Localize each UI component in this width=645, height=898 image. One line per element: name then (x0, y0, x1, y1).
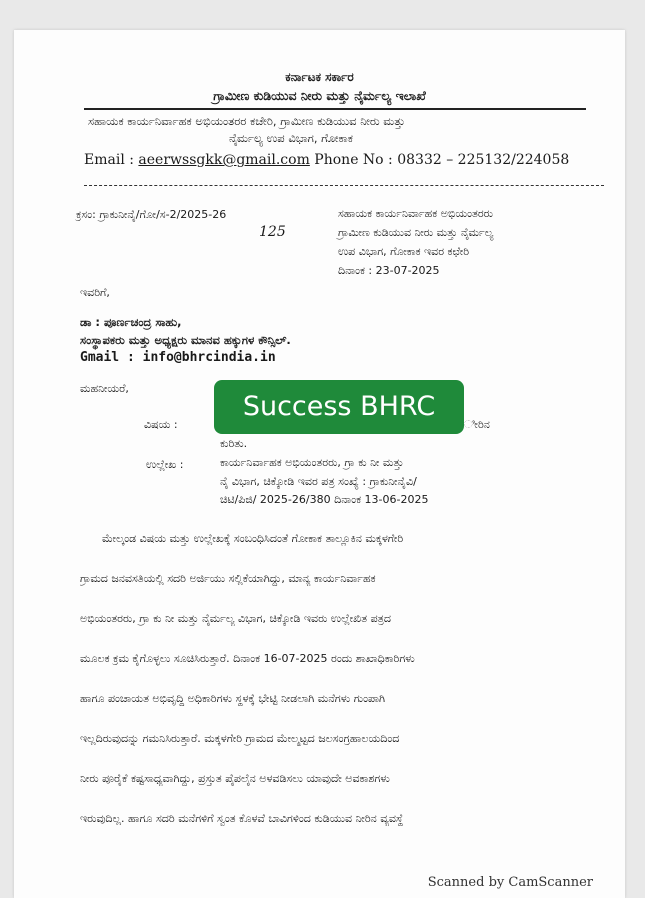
reference-line: ಚಿಟಿ/ಪಿಜಿ/ 2025-26/380 ದಿನಾಂಕ 13-06-2025 (220, 493, 429, 506)
body-line: ಇರುವುದಿಲ್ಲ. ಹಾಗೂ ಸದರಿ ಮನೆಗಳಿಗೆ ಸ್ವಂತ ಕೊಳವೆ ಬಾವಿಗಳಿಂದ ಕುಡಿಯುವ ನೀರಿನ ವ್ಯವಸ್ಥೆ (80, 812, 404, 825)
body-line: ಇಲ್ಲದಿರುವುದನ್ನು ಗಮನಿಸಿರುತ್ತಾರೆ. ಮಕ್ಕಳಗೇರಿ ಗ್ರಾಮದ ಮೇಲ್ಮಟ್ಟದ ಜಲಸಂಗ್ರಹಾಲಯದಿಂದ (80, 732, 400, 745)
subject-text-tail: ೀರಿನ (464, 418, 490, 431)
contact-line (84, 152, 569, 168)
salutation: ಮಹನೀಯರೆ, (80, 382, 129, 395)
phone-number: 08332 – 225132/224058 (397, 152, 570, 168)
government-title: ಕರ್ನಾಟಕ ಸರ್ಕಾರ (285, 70, 354, 84)
reference-label: ಉಲ್ಲೇಖ : (146, 458, 184, 471)
reference-number: ಕ್ರಸಂ: ಗ್ರಾಕುನೀನೈ/ಗೋ/ಸ-2/2025-26 (76, 208, 227, 221)
reference-line: ಕಾರ್ಯನಿರ್ವಾಹಕ ಅಭಿಯಂತರರು, ಗ್ರಾ ಕು ನೀ ಮತ್ತು (220, 456, 404, 469)
department-title: ಗ್ರಾಮೀಣ ಕುಡಿಯುವ ನೀರು ಮತ್ತು ನೈರ್ಮಲ್ಯ ಇಲಾಖೆ (213, 88, 426, 103)
sender-line: ಸಹಾಯಕ ಕಾರ್ಯನಿರ್ವಾಹಕ ಅಭಿಯಂತರರು (338, 207, 493, 220)
inward-number: 125 (259, 224, 286, 240)
header-rule (84, 108, 586, 110)
body-line: ಮೂಲಕ ಕ್ರಮ ಕೈಗೊಳ್ಳಲು ಸೂಚಿಸಿರುತ್ತಾರೆ. ದಿನಾಂಕ 16-07-2025 ರಂದು ಶಾಖಾಧಿಕಾರಿಗಳು (80, 652, 415, 665)
dashed-divider (84, 185, 604, 186)
body-line: ಹಾಗೂ ಪಂಚಾಯತ ಅಭಿವೃದ್ಧಿ ಅಧಿಕಾರಿಗಳು ಸ್ಥಳಕ್ಕೆ ಭೇಟ್ಟಿ ನೀಡಲಾಗಿ ಮನೆಗಳು ಗುಂಪಾಗಿ (80, 692, 385, 705)
scanner-watermark: Scanned by CamScanner (427, 875, 593, 890)
sender-line: ಗ್ರಾಮೀಣ ಕುಡಿಯುವ ನೀರು ಮತ್ತು ನೈರ್ಮಲ್ಯ (338, 226, 494, 239)
email-link[interactable]: aeerwssgkk@gmail.com (138, 152, 310, 168)
body-line: ಅಭಿಯಂತರರು, ಗ್ರಾ ಕು ನೀ ಮತ್ತು ನೈರ್ಮಲ್ಯ ವಿಭಾಗ, ಚಿಕ್ಕೋಡಿ ಇವರು ಉಲ್ಲೇಖಿತ ಪತ್ರದ (80, 612, 392, 625)
subject-label: ವಿಷಯ : (144, 418, 178, 431)
addressee-name: ಡಾ : ಪೂರ್ಣಚಂದ್ರ ಸಾಹು, (80, 315, 182, 329)
addressee-designation: ಸಂಸ್ಥಾಪಕರು ಮತ್ತು ಅಧ್ಯಕ್ಷರು ಮಾನವ ಹಕ್ಕುಗಳ ಕೌನ್ಸಿಲ್. (80, 333, 291, 347)
email-label: Email : (84, 152, 139, 168)
body-line: ಮೇಲ್ಕಂಡ ವಿಷಯ ಮತ್ತು ಉಲ್ಲೇಖಕ್ಕೆ ಸಂಬಂಧಿಸಿದಂತೆ ಗೋಕಾಕ ತಾಲ್ಲೂಕಿನ ಮಕ್ಕಳಗೇರಿ (102, 532, 404, 545)
sender-date: ದಿನಾಂಕ : 23-07-2025 (338, 264, 440, 277)
reference-line: ನೈ ವಿಭಾಗ, ಚಿಕ್ಕೋಡಿ ಇವರ ಪತ್ರ ಸಂಖ್ಯೆ : ಗ್ರಾಕುನೀನೈವಿ/ (220, 475, 417, 488)
subject-text-line2: ಕುರಿತು. (220, 437, 248, 450)
body-line: ಗ್ರಾಮದ ಜನವಸತಿಯಲ್ಲಿ ಸದರಿ ಅರ್ಜಿಯು ಸಲ್ಲಿಕೆಯಾಗಿದ್ದು, ಮಾನ್ಯ ಕಾರ್ಯನಿರ್ವಾಹಕ (80, 572, 376, 585)
success-banner: Success BHRC (214, 380, 464, 434)
addressee-email: Gmail : info@bhrcindia.in (80, 350, 276, 365)
to-label: ಇವರಿಗೆ, (80, 286, 110, 299)
office-address-line1: ಸಹಾಯಕ ಕಾರ್ಯನಿರ್ವಾಹಕ ಅಭಿಯಂತರರ ಕಚೇರಿ, ಗ್ರಾಮೀಣ ಕುಡಿಯುವ ನೀರು ಮತ್ತು (88, 114, 405, 128)
sender-line: ಉಪ ವಿಭಾಗ, ಗೋಕಾಕ ಇವರ ಕಛೇರಿ (338, 245, 470, 258)
letter-page (14, 30, 625, 898)
body-line: ನೀರು ಪೂರೈಕೆ ಕಷ್ಟಸಾಧ್ಯವಾಗಿದ್ದು, ಪ್ರಸ್ತುತ ಪೈಪಲೈನ ಅಳವಡಿಸಲು ಯಾವುದೇ ಅವಕಾಶಗಳು (80, 772, 390, 785)
sender-block (338, 204, 493, 280)
office-address-line2: ನೈರ್ಮಲ್ಯ ಉಪ ವಿಭಾಗ, ಗೋಕಾಕ (229, 131, 353, 145)
phone-label: Phone No : (309, 152, 398, 168)
